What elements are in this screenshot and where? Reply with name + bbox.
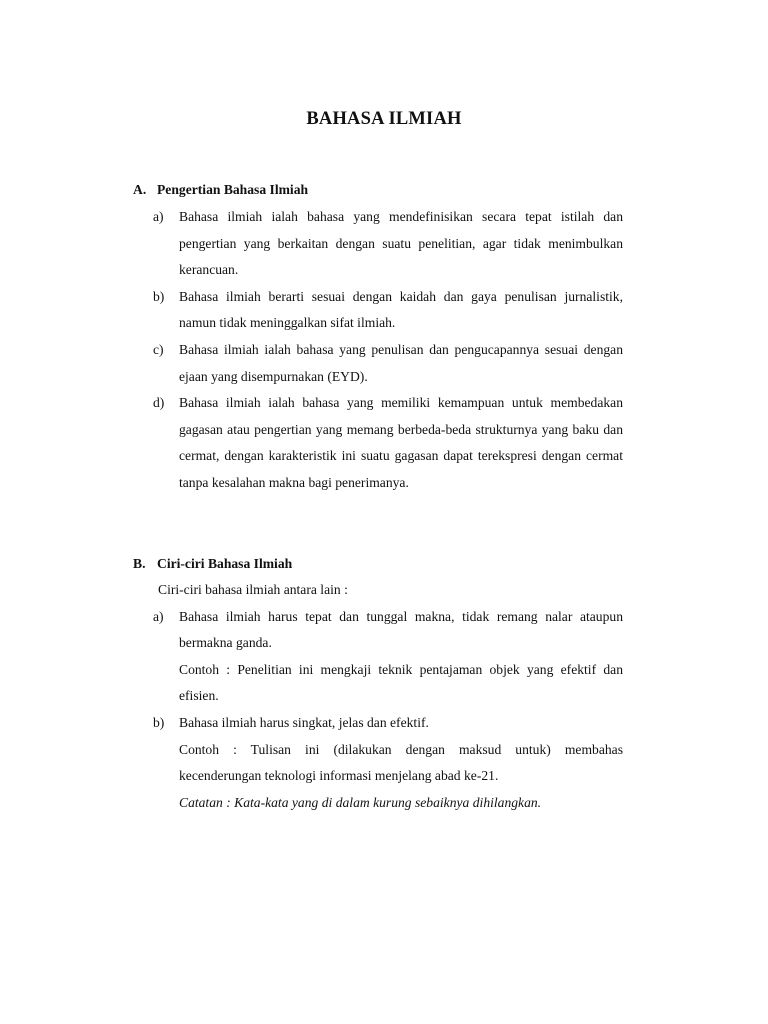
note-text: Catatan : Kata-kata yang di dalam kurung sebaiknya dihilangkan. — [179, 794, 542, 810]
list-item — [133, 204, 623, 284]
list-item — [133, 390, 623, 496]
section-a — [133, 177, 623, 497]
list-item-label: a) — [153, 209, 164, 224]
document-title: BAHASA ILMIAH — [306, 109, 462, 129]
section-a-title: Pengertian Bahasa Ilmiah — [157, 182, 309, 197]
section-b-letter: B. — [133, 556, 146, 571]
example-text: Contoh : Penelitian ini mengkaji teknik pentajaman objek yang efektif dan efisien. — [179, 661, 623, 704]
section-a-heading — [133, 177, 623, 203]
list-item-text: Bahasa ilmiah ialah bahasa yang penulisan dan pengucapannya sesuai dengan ejaan yang disempurnakan (EYD). — [179, 341, 623, 384]
list-item — [133, 337, 623, 390]
list-item-text: Bahasa ilmiah ialah bahasa yang memiliki kemampuan untuk membedakan gagasan atau pengertian yang memang berbeda-beda strukturnya yang baku dan cermat, dengan karakteristik ini suatu gagasan dapat terekspresi dengan cermat tanpa kesalahan makna bagi penerimanya. — [179, 395, 623, 490]
list-item — [133, 710, 623, 816]
section-b-heading — [133, 551, 623, 577]
list-item-label: b) — [153, 288, 165, 304]
list-item-text: Bahasa ilmiah harus singkat, jelas dan efektif. — [179, 714, 429, 730]
section-b-intro: Ciri-ciri bahasa ilmiah antara lain : — [158, 582, 348, 597]
list-item — [133, 284, 623, 337]
list-item-label: c) — [153, 341, 164, 357]
list-item-label: d) — [153, 395, 165, 411]
section-a-letter: A. — [133, 182, 147, 197]
list-item-text: Bahasa ilmiah harus tepat dan tunggal makna, tidak remang nalar ataupun bermakna ganda. — [179, 608, 623, 651]
section-b-title: Ciri-ciri Bahasa Ilmiah — [157, 556, 293, 571]
list-item-text: Bahasa ilmiah ialah bahasa yang mendefinisikan secara tepat istilah dan pengertian yang berkaitan dengan suatu penelitian, agar tidak menimbulkan kerancuan. — [179, 209, 623, 278]
list-item-text: Bahasa ilmiah berarti sesuai dengan kaidah dan gaya penulisan jurnalistik, namun tidak meninggalkan sifat ilmiah. — [179, 288, 623, 331]
section-b — [133, 551, 623, 816]
example-text: Contoh : Tulisan ini (dilakukan dengan maksud untuk) membahas kecenderungan teknologi informasi menjelang abad ke-21. — [179, 741, 623, 784]
list-item-label: b) — [153, 714, 165, 730]
list-item — [133, 604, 623, 710]
list-item-label: a) — [153, 608, 164, 624]
